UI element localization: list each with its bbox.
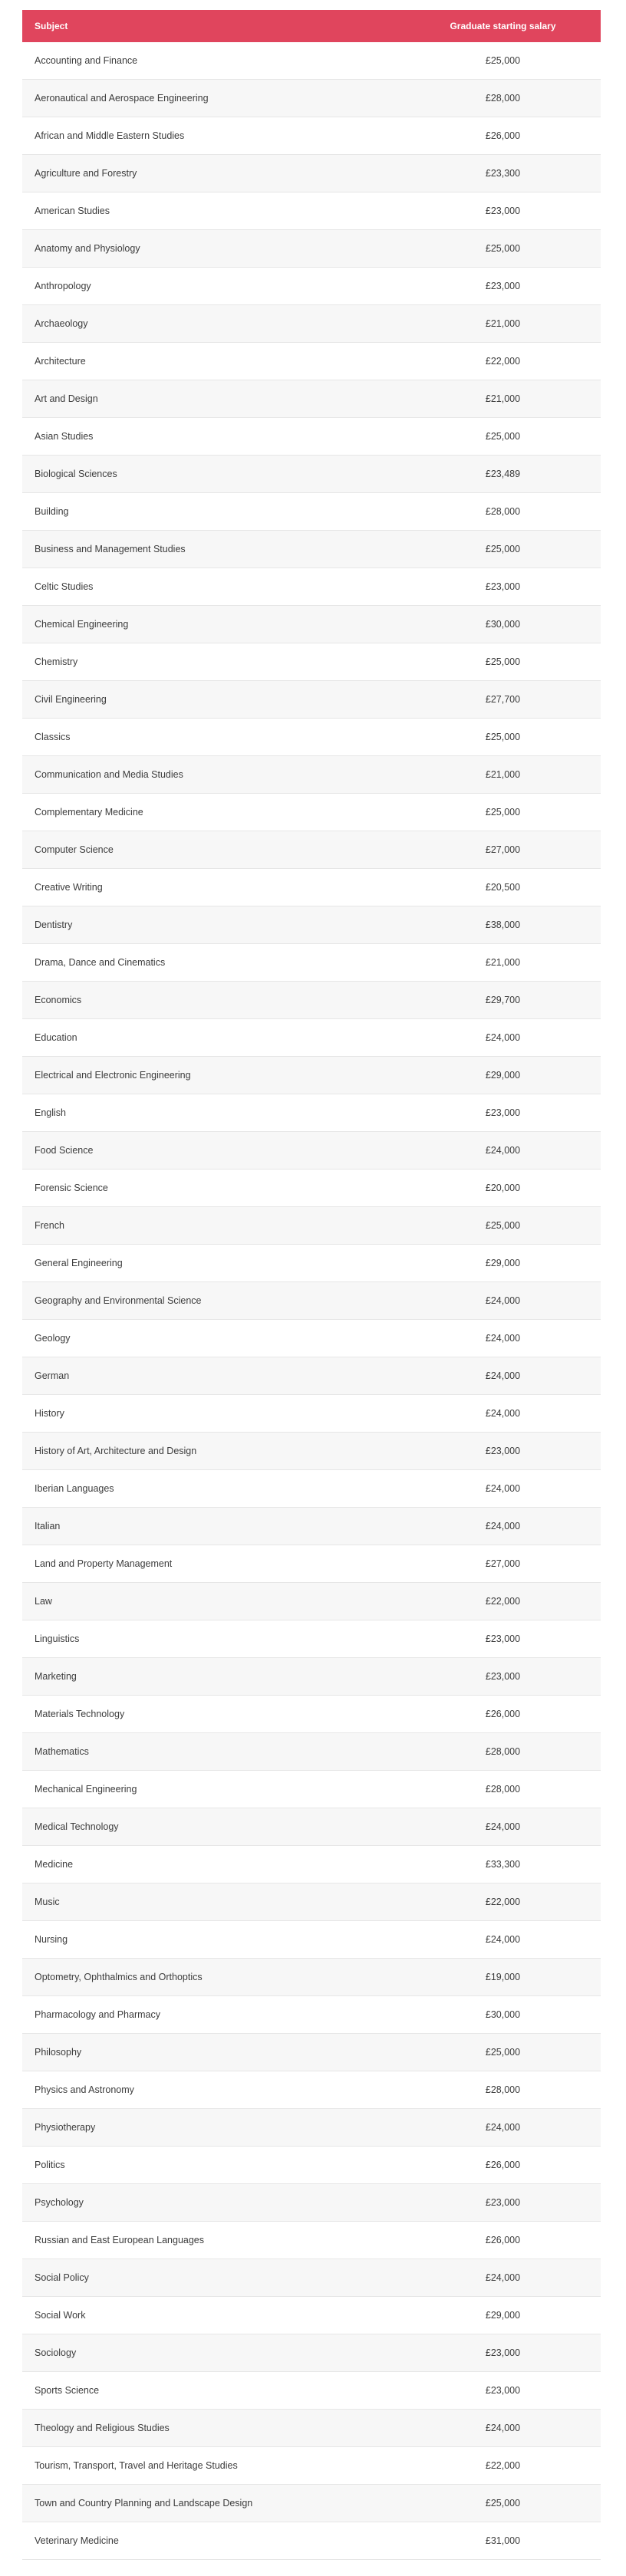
cell-subject: Dentistry	[35, 920, 73, 930]
cell-salary: £21,000	[485, 769, 521, 780]
cell-salary: £25,000	[485, 2498, 521, 2509]
cell-salary: £23,000	[485, 206, 521, 216]
cell-salary: £25,000	[485, 656, 521, 667]
cell-subject: Building	[35, 506, 69, 517]
cell-subject: Business and Management Studies	[35, 544, 186, 554]
cell-salary: £23,000	[485, 1671, 521, 1682]
cell-subject: Geology	[35, 1333, 71, 1344]
table-row	[22, 606, 601, 643]
cell-salary: £25,000	[485, 55, 521, 66]
cell-salary: £19,000	[485, 1972, 521, 1982]
table-row	[22, 42, 601, 80]
cell-salary: £25,000	[485, 243, 521, 254]
cell-subject: Physics and Astronomy	[35, 2084, 134, 2095]
cell-subject: Physiotherapy	[35, 2122, 96, 2133]
table-row	[22, 982, 601, 1019]
cell-subject: Tourism, Transport, Travel and Heritage Studies	[35, 2460, 238, 2471]
cell-salary: £20,500	[485, 882, 521, 893]
table-row	[22, 1583, 601, 1620]
cell-subject: French	[35, 1220, 64, 1231]
table-row	[22, 756, 601, 794]
table-row	[22, 1883, 601, 1921]
cell-salary: £27,000	[485, 1558, 521, 1569]
table-row	[22, 2184, 601, 2222]
cell-salary: £21,000	[485, 393, 521, 404]
cell-subject: Celtic Studies	[35, 581, 94, 592]
cell-subject: Aeronautical and Aerospace Engineering	[35, 93, 209, 104]
cell-subject: Communication and Media Studies	[35, 769, 183, 780]
cell-salary: £20,000	[485, 1183, 521, 1193]
cell-subject: Asian Studies	[35, 431, 94, 442]
table-row	[22, 2147, 601, 2184]
cell-subject: Philosophy	[35, 2047, 82, 2058]
cell-subject: Computer Science	[35, 844, 114, 855]
cell-subject: Archaeology	[35, 318, 88, 329]
cell-salary: £24,000	[485, 1483, 521, 1494]
salary-table	[22, 10, 601, 2560]
column-header-subject: Subject	[35, 21, 68, 31]
table-row	[22, 2447, 601, 2485]
cell-subject: Biological Sciences	[35, 469, 117, 479]
table-row	[22, 1320, 601, 1357]
table-row	[22, 2485, 601, 2522]
cell-salary: £26,000	[485, 130, 521, 141]
cell-subject: Marketing	[35, 1671, 77, 1682]
table-row	[22, 1433, 601, 1470]
cell-subject: Electrical and Electronic Engineering	[35, 1070, 191, 1081]
cell-salary: £29,000	[485, 1070, 521, 1081]
table-row	[22, 343, 601, 380]
table-row	[22, 944, 601, 982]
table-row	[22, 1357, 601, 1395]
cell-subject: Medical Technology	[35, 1821, 119, 1832]
column-header-salary: Graduate starting salary	[450, 21, 556, 31]
cell-salary: £22,000	[485, 356, 521, 367]
cell-subject: Russian and East European Languages	[35, 2235, 204, 2245]
cell-salary: £29,000	[485, 1258, 521, 1268]
cell-subject: Pharmacology and Pharmacy	[35, 2009, 160, 2020]
cell-salary: £24,000	[485, 2423, 521, 2433]
cell-subject: Accounting and Finance	[35, 55, 138, 66]
cell-subject: Optometry, Ophthalmics and Orthoptics	[35, 1972, 203, 1982]
table-row	[22, 1282, 601, 1320]
cell-salary: £27,700	[485, 694, 521, 705]
cell-subject: Land and Property Management	[35, 1558, 173, 1569]
cell-salary: £22,000	[485, 2460, 521, 2471]
cell-salary: £25,000	[485, 1220, 521, 1231]
cell-subject: Anthropology	[35, 281, 91, 291]
cell-subject: Law	[35, 1596, 52, 1607]
table-row	[22, 117, 601, 155]
cell-salary: £25,000	[485, 544, 521, 554]
cell-subject: Italian	[35, 1521, 61, 1531]
table-row	[22, 1959, 601, 1996]
table-row	[22, 1170, 601, 1207]
cell-subject: Theology and Religious Studies	[35, 2423, 170, 2433]
cell-subject: Social Work	[35, 2310, 86, 2321]
cell-subject: Town and Country Planning and Landscape Design	[35, 2498, 253, 2509]
cell-salary: £21,000	[485, 957, 521, 968]
table-row	[22, 1057, 601, 1094]
cell-subject: Sociology	[35, 2347, 77, 2358]
table-row	[22, 681, 601, 719]
table-row	[22, 1696, 601, 1733]
table-header-row	[22, 10, 601, 42]
table-row	[22, 1508, 601, 1545]
table-row	[22, 1094, 601, 1132]
cell-subject: Politics	[35, 2160, 65, 2170]
table-row	[22, 1545, 601, 1583]
cell-subject: Complementary Medicine	[35, 807, 143, 818]
cell-subject: Forensic Science	[35, 1183, 108, 1193]
cell-salary: £24,000	[485, 1032, 521, 1043]
table-row	[22, 230, 601, 268]
table-row	[22, 2034, 601, 2071]
cell-salary: £24,000	[485, 1295, 521, 1306]
cell-salary: £25,000	[485, 807, 521, 818]
table-row	[22, 1019, 601, 1057]
cell-salary: £24,000	[485, 2272, 521, 2283]
cell-subject: Economics	[35, 995, 82, 1005]
table-row	[22, 1733, 601, 1771]
cell-subject: Social Policy	[35, 2272, 89, 2283]
table-row	[22, 2109, 601, 2147]
cell-subject: Mechanical Engineering	[35, 1784, 137, 1795]
cell-subject: Geography and Environmental Science	[35, 1295, 202, 1306]
cell-salary: £23,000	[485, 1446, 521, 1456]
cell-salary: £24,000	[485, 1333, 521, 1344]
cell-subject: Classics	[35, 732, 71, 742]
cell-subject: Civil Engineering	[35, 694, 107, 705]
table-row	[22, 2522, 601, 2560]
cell-salary: £24,000	[485, 1821, 521, 1832]
cell-subject: Materials Technology	[35, 1709, 125, 1719]
cell-subject: History	[35, 1408, 64, 1419]
cell-subject: History of Art, Architecture and Design	[35, 1446, 197, 1456]
table-row	[22, 1245, 601, 1282]
table-row	[22, 1207, 601, 1245]
cell-subject: Chemical Engineering	[35, 619, 129, 630]
table-row	[22, 2259, 601, 2297]
cell-salary: £28,000	[485, 506, 521, 517]
cell-salary: £23,000	[485, 281, 521, 291]
cell-salary: £23,300	[485, 168, 521, 179]
cell-salary: £24,000	[485, 1521, 521, 1531]
cell-subject: Sports Science	[35, 2385, 100, 2396]
cell-salary: £26,000	[485, 2160, 521, 2170]
cell-subject: Art and Design	[35, 393, 98, 404]
cell-subject: Chemistry	[35, 656, 78, 667]
table-row	[22, 2222, 601, 2259]
table-row	[22, 906, 601, 944]
table-row	[22, 2410, 601, 2447]
table-body	[22, 42, 601, 2560]
cell-salary: £25,000	[485, 2047, 521, 2058]
cell-subject: Psychology	[35, 2197, 84, 2208]
table-row	[22, 80, 601, 117]
table-row	[22, 1846, 601, 1883]
table-row	[22, 1921, 601, 1959]
cell-salary: £26,000	[485, 2235, 521, 2245]
cell-subject: Education	[35, 1032, 77, 1043]
cell-subject: German	[35, 1370, 70, 1381]
table-row	[22, 1132, 601, 1170]
table-row	[22, 869, 601, 906]
table-row	[22, 643, 601, 681]
cell-salary: £38,000	[485, 920, 521, 930]
cell-salary: £23,489	[485, 469, 521, 479]
table-row	[22, 1470, 601, 1508]
cell-salary: £24,000	[485, 1934, 521, 1945]
cell-salary: £23,000	[485, 1107, 521, 1118]
table-row	[22, 1658, 601, 1696]
table-row	[22, 456, 601, 493]
table-row	[22, 305, 601, 343]
cell-subject: American Studies	[35, 206, 110, 216]
cell-subject: Creative Writing	[35, 882, 103, 893]
cell-subject: General Engineering	[35, 1258, 123, 1268]
cell-salary: £27,000	[485, 844, 521, 855]
cell-salary: £25,000	[485, 431, 521, 442]
table-row	[22, 2297, 601, 2334]
cell-salary: £30,000	[485, 2009, 521, 2020]
cell-salary: £23,000	[485, 1633, 521, 1644]
cell-subject: English	[35, 1107, 66, 1118]
table-row	[22, 418, 601, 456]
cell-salary: £26,000	[485, 1709, 521, 1719]
cell-salary: £24,000	[485, 1370, 521, 1381]
cell-subject: Nursing	[35, 1934, 68, 1945]
cell-subject: Linguistics	[35, 1633, 80, 1644]
cell-salary: £24,000	[485, 1408, 521, 1419]
table-row	[22, 2071, 601, 2109]
cell-salary: £22,000	[485, 1897, 521, 1907]
cell-salary: £23,000	[485, 581, 521, 592]
table-row	[22, 192, 601, 230]
table-row	[22, 1771, 601, 1808]
cell-salary: £23,000	[485, 2347, 521, 2358]
table-row	[22, 1620, 601, 1658]
cell-salary: £22,000	[485, 1596, 521, 1607]
table-row	[22, 831, 601, 869]
cell-salary: £24,000	[485, 1145, 521, 1156]
cell-salary: £23,000	[485, 2197, 521, 2208]
cell-salary: £28,000	[485, 1784, 521, 1795]
table-row	[22, 2334, 601, 2372]
table-row	[22, 531, 601, 568]
cell-salary: £25,000	[485, 732, 521, 742]
cell-salary: £29,000	[485, 2310, 521, 2321]
cell-subject: Veterinary Medicine	[35, 2535, 119, 2546]
cell-subject: African and Middle Eastern Studies	[35, 130, 185, 141]
cell-salary: £23,000	[485, 2385, 521, 2396]
table-row	[22, 1808, 601, 1846]
table-row	[22, 1996, 601, 2034]
table-row	[22, 719, 601, 756]
cell-subject: Food Science	[35, 1145, 94, 1156]
cell-salary: £28,000	[485, 93, 521, 104]
table-row	[22, 493, 601, 531]
table-row	[22, 1395, 601, 1433]
table-row	[22, 2372, 601, 2410]
cell-subject: Architecture	[35, 356, 86, 367]
cell-salary: £31,000	[485, 2535, 521, 2546]
cell-subject: Medicine	[35, 1859, 74, 1870]
cell-subject: Drama, Dance and Cinematics	[35, 957, 166, 968]
cell-salary: £33,300	[485, 1859, 521, 1870]
cell-salary: £28,000	[485, 2084, 521, 2095]
cell-subject: Anatomy and Physiology	[35, 243, 140, 254]
cell-salary: £21,000	[485, 318, 521, 329]
cell-salary: £30,000	[485, 619, 521, 630]
table-row	[22, 268, 601, 305]
table-row	[22, 155, 601, 192]
cell-salary: £28,000	[485, 1746, 521, 1757]
table-row	[22, 568, 601, 606]
cell-salary: £29,700	[485, 995, 521, 1005]
cell-subject: Music	[35, 1897, 60, 1907]
cell-subject: Agriculture and Forestry	[35, 168, 137, 179]
cell-subject: Mathematics	[35, 1746, 89, 1757]
cell-subject: Iberian Languages	[35, 1483, 114, 1494]
cell-salary: £24,000	[485, 2122, 521, 2133]
table-row	[22, 794, 601, 831]
table-row	[22, 380, 601, 418]
